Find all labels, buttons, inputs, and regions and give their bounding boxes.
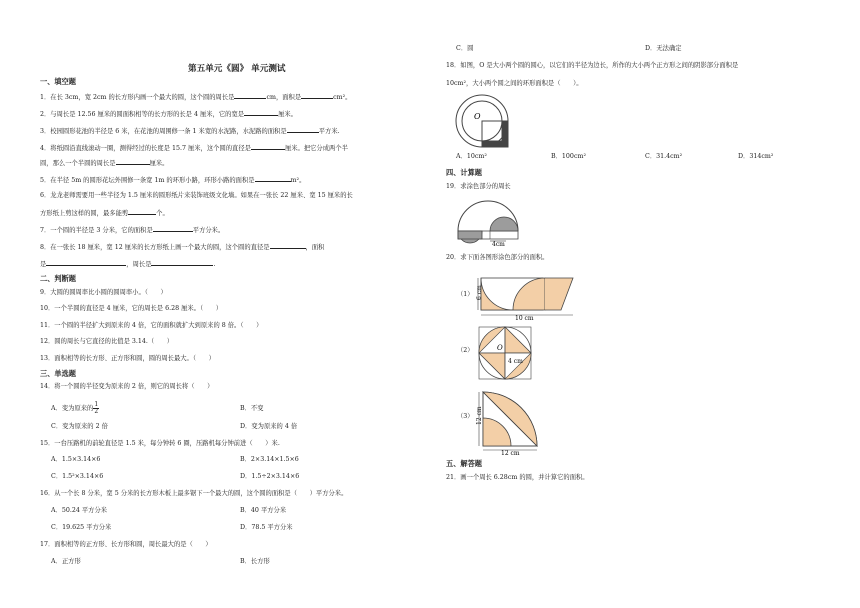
question-5: 5．在半径 5m 的圆形花坛外围修一条宽 1m 的环形小路，环形小路的面积是 m²。 [40, 177, 306, 184]
answer-blank[interactable] [151, 259, 213, 266]
question-6: 6．龙龙老师需要用一些半径为 1.5 厘米的圆形纸片来装饰班级文化墙。如果在一张长 22 厘米、宽 15 厘米的长 [40, 192, 353, 199]
question-6-cont: 方形纸上剪这样的圆，最多能剪 个。 [40, 210, 169, 217]
option-18-c[interactable]: C．31.4cm² [645, 153, 683, 160]
option-17-d[interactable]: D．无法确定 [645, 45, 682, 52]
option-14-d[interactable]: D．变为原来的 4 倍 [240, 423, 298, 430]
question-3: 3．校园圆形花池的半径是 6 米，在花池的周围修一条 1 米宽的水泥路，水泥路的面积是 平方米. [40, 128, 340, 135]
answer-blank[interactable] [255, 175, 291, 182]
question-16: 16．从一个长 8 分米，宽 5 分米的长方形木板上最多锯下一个最大的圆，这个圆的面积是（ ）平方分米。 [40, 490, 348, 497]
figure-20-2-label: （2） [457, 347, 474, 354]
option-18-d[interactable]: D．314cm² [738, 153, 774, 160]
option-16-d[interactable]: D．78.5 平方分米 [240, 524, 293, 531]
answer-blank[interactable] [301, 92, 333, 99]
question-8-cont: 是 ，周长是 . [40, 261, 216, 268]
dimension-label: 10 cm [515, 315, 534, 322]
option-16-c[interactable]: C．19.625 平方分米 [51, 524, 112, 531]
question-14: 14．将一个圆的半径变为原来的 2 倍，则它的周长将（ ） [40, 383, 214, 390]
question-18-cont: 10cm²，大小两个圆之间的环形面积是（ ）。 [446, 80, 583, 87]
section-heading-fill-blank: 一、填空题 [40, 77, 76, 86]
option-15-b[interactable]: B．2×3.14×1.5×6 [240, 456, 299, 463]
answer-blank[interactable] [128, 208, 156, 215]
question-7: 7．一个圆的半径是 3 分米，它的面积是 平方分米。 [40, 227, 225, 234]
question-11: 11．一个圆的半径扩大到原来的 4 倍，它的面积就扩大到原来的 8 倍。（ ） [40, 322, 263, 329]
figure-20-1-rectangle-quarter-circles [475, 274, 585, 322]
figure-18-concentric-circles [452, 93, 512, 149]
question-8: 8．在一张长 18 厘米，宽 12 厘米的长方形纸上画一个最大的圆，这个圆的直径是 ，面积 [40, 244, 325, 251]
question-10: 10．一个半圆的直径是 4 厘米，它的周长是 6.28 厘米。（ ） [40, 305, 223, 312]
dimension-label: 12 cm [501, 450, 520, 456]
question-2: 2．与周长是 12.56 厘米的圆面积相等的长方形的长是 4 厘米，它的宽是 厘米。 [40, 111, 297, 118]
dimension-label: 12 cm [476, 406, 483, 425]
section-heading-calculation: 四、计算题 [446, 168, 482, 177]
option-16-a[interactable]: A．50.24 平方分米 [51, 507, 108, 514]
question-12: 12．圆的周长与它直径的比值是 3.14.（ ） [40, 338, 174, 345]
dimension-label: 6 cm [476, 285, 483, 300]
figure-20-1-label: （1） [457, 291, 474, 298]
fraction-one-half: $\frac{1}{2}$ [94, 401, 99, 415]
question-21: 21．画一个周长 6.28cm 的圆，并计算它的面积。 [446, 474, 589, 481]
page-title: 第五单元《圆》 单元测试 [188, 64, 286, 74]
question-4-cont: 圆，那么一个半圆的周长是 厘米。 [40, 160, 169, 167]
figure-19-shaded-semicircles [454, 195, 526, 247]
answer-blank[interactable] [251, 143, 285, 150]
question-17: 17．面积相等的正方形、长方形和圆，周长最大的是（ ） [40, 541, 212, 548]
section-heading-word-problems: 五、解答题 [446, 459, 482, 468]
section-heading-true-false: 二、判断题 [40, 274, 76, 283]
answer-blank[interactable] [270, 242, 306, 249]
option-17-a[interactable]: A．正方形 [51, 558, 81, 565]
option-17-b[interactable]: B．长方形 [240, 558, 270, 565]
question-20: 20．求下面各图形涂色部分的面积。 [446, 254, 549, 261]
question-15: 15．一台压路机的前轮直径是 1.5 米，每分钟转 6 圈，压路机每分钟前进（ ）米. [40, 440, 280, 447]
question-19: 19．求涂色部分的周长 [446, 183, 511, 190]
question-9: 9．大圆的圆周率比小圆的圆周率小。（ ） [40, 289, 167, 296]
option-14-b[interactable]: B．不变 [240, 405, 264, 412]
answer-blank[interactable] [234, 92, 266, 99]
figure-20-3-triangle-quarter-circle [475, 388, 555, 456]
dimension-label: 4cm [492, 241, 505, 247]
answer-blank[interactable] [153, 225, 193, 232]
answer-blank[interactable] [46, 259, 126, 266]
option-15-c[interactable]: C．1.5²×3.14×6 [51, 473, 104, 480]
answer-blank[interactable] [244, 109, 278, 116]
figure-20-2-circle-square [475, 323, 535, 385]
option-14-c[interactable]: C．变为原来的 2 倍 [51, 423, 108, 430]
figure-20-3-label: （3） [457, 413, 474, 420]
option-14-a[interactable]: A．变为原来的 $\frac{1}{2}$ [51, 401, 99, 415]
option-15-a[interactable]: A．1.5×3.14×6 [51, 456, 101, 463]
option-17-c[interactable]: C．圆 [456, 45, 474, 52]
answer-blank[interactable] [287, 126, 319, 133]
answer-blank[interactable] [116, 158, 150, 165]
question-13: 13．面积相等的长方形、正方形和圆，圆的周长最大。（ ） [40, 355, 215, 362]
option-18-b[interactable]: B．100cm² [551, 153, 586, 160]
question-1: 1．在长 3cm，宽 2cm 的长方形内画一个最大的圆，这个圆的周长是 cm，面积是 cm²。 [40, 94, 352, 101]
center-label: O [474, 112, 481, 121]
option-16-b[interactable]: B．40 平方分米 [240, 507, 287, 514]
question-4: 4．将纸圆沿直线滚动一圈，测得经过的长度是 15.7 厘米，这个圆的直径是 厘米。把它分成两个半 [40, 145, 348, 152]
question-18: 18．如图，O 是大小两个圆的圆心，以它们的半径为边长，所作的大小两个正方形之间的阴影部分面积是 [446, 62, 739, 69]
center-label: O [497, 344, 503, 352]
option-18-a[interactable]: A．10cm² [456, 153, 487, 160]
dimension-label: 4 cm [508, 358, 523, 365]
section-heading-single-choice: 三、单选题 [40, 369, 76, 378]
option-15-d[interactable]: D．1.5÷2×3.14×6 [240, 473, 300, 480]
